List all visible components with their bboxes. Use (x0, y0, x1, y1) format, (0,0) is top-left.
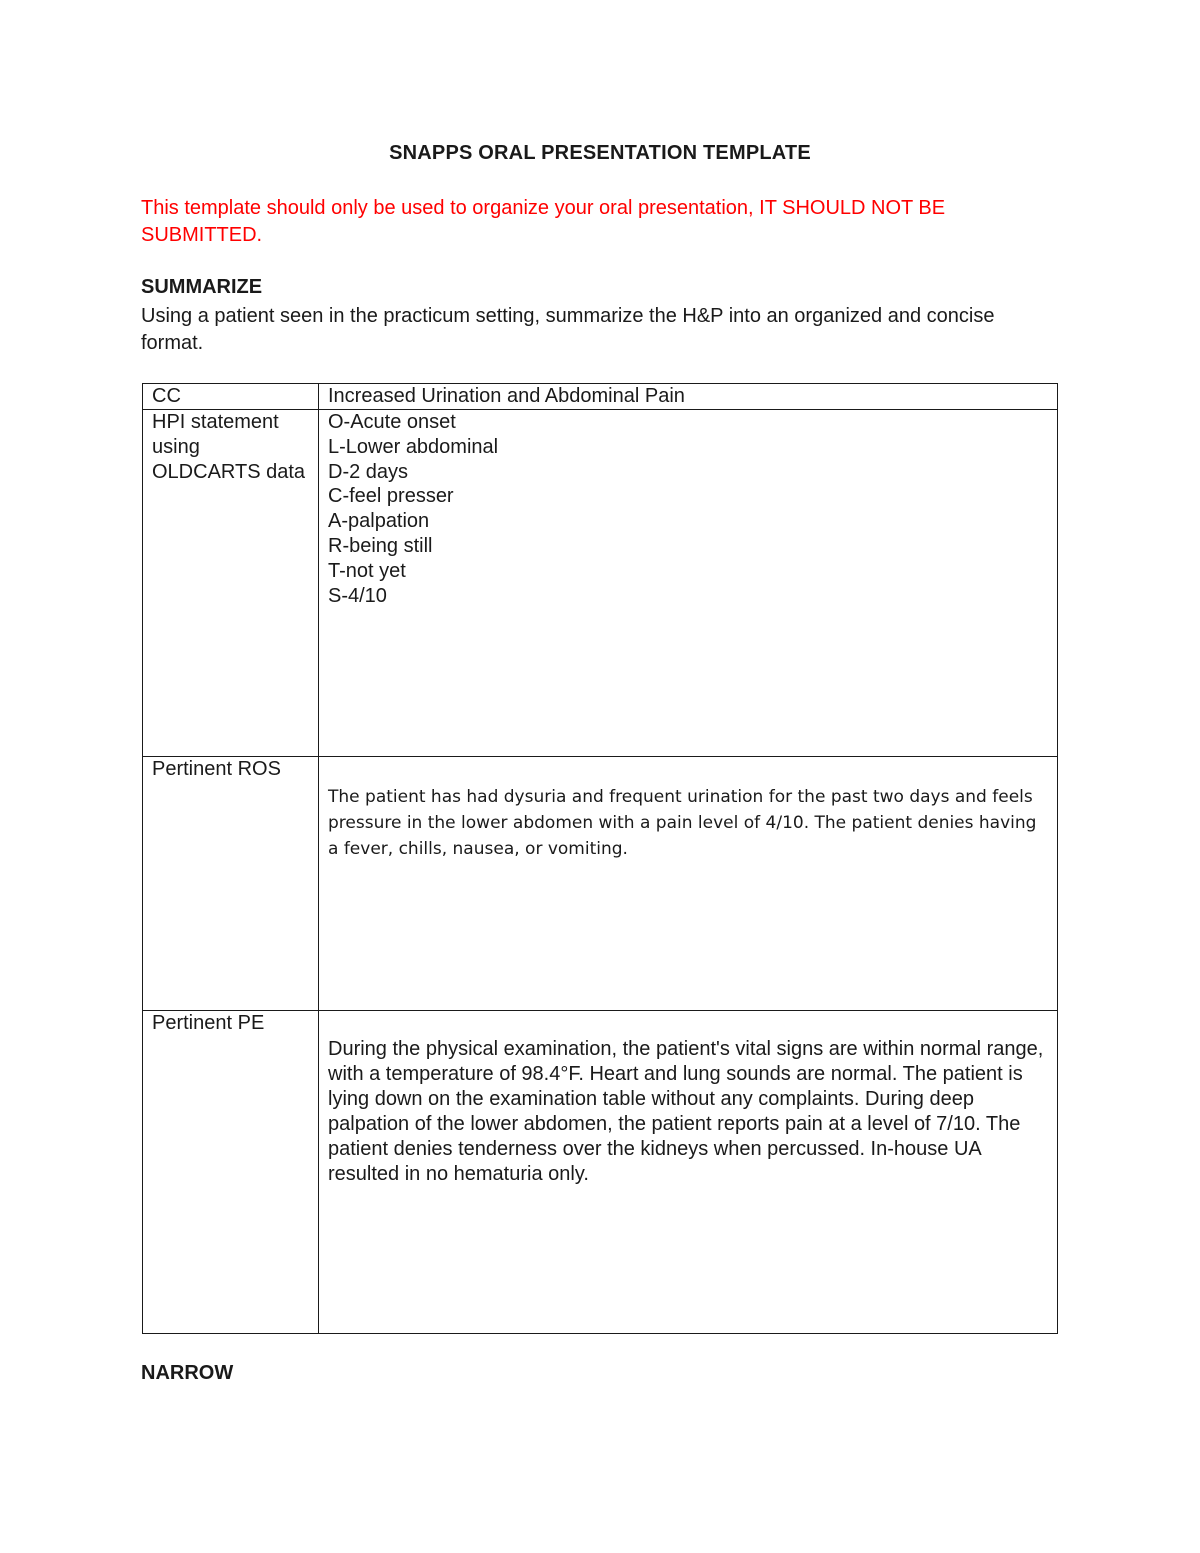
pe-text: During the physical examination, the patient's vital signs are within normal range, with a temperature of 98.4°F. Heart and lung sounds are normal. The patient is lying down on the examination table without any complaints. During deep palpation of the lower abdomen, the patient reports pain at a level of 7/10. The patient denies tenderness over the kidneys when percussed. In-house UA resulted in no hematuria only. (328, 1038, 1044, 1185)
table-row-pe (143, 1011, 1058, 1334)
warning-note: This template should only be used to organize your oral presentation, IT SHOULD NOT BE SUBMITTED. (141, 197, 946, 246)
cc-value: Increased Urination and Abdominal Pain (319, 384, 1058, 410)
table-row-ros (143, 757, 1058, 1011)
summarize-description: Using a patient seen in the practicum setting, summarize the H&P into an organized and concise format. (141, 305, 995, 354)
hpi-duration: D-2 days (328, 460, 409, 483)
table-row-hpi (143, 410, 1058, 757)
hpi-label: HPI statement using OLDCARTS data (143, 410, 319, 757)
hpi-severity: S-4/10 (328, 584, 387, 607)
hpi-onset: O-Acute onset (328, 411, 456, 433)
ros-label: Pertinent ROS (143, 757, 319, 1011)
hpi-oldcarts-list (319, 410, 1058, 757)
hpi-character: C-feel presser (328, 485, 454, 508)
summarize-heading: SUMMARIZE (141, 276, 263, 298)
table-row-cc (143, 384, 1058, 410)
pe-cell (319, 1011, 1058, 1334)
hp-table (142, 383, 1058, 1334)
hpi-aggravating: A-palpation (328, 510, 430, 533)
hpi-location: L-Lower abdominal (328, 435, 499, 458)
pe-label: Pertinent PE (143, 1011, 319, 1334)
hpi-treatment: T-not yet (328, 559, 406, 582)
document-title: SNAPPS ORAL PRESENTATION TEMPLATE (389, 142, 811, 164)
narrow-heading: NARROW (141, 1362, 234, 1384)
cc-label: CC (143, 384, 319, 410)
ros-cell (319, 757, 1058, 1011)
hpi-relieving: R-being still (328, 534, 433, 557)
ros-text: The patient has had dysuria and frequent urination for the past two days and feels pressure in the lower abdomen with a pain level of 4/10. The patient denies having a fever, chills, nausea, or vomiting. (328, 787, 1037, 859)
